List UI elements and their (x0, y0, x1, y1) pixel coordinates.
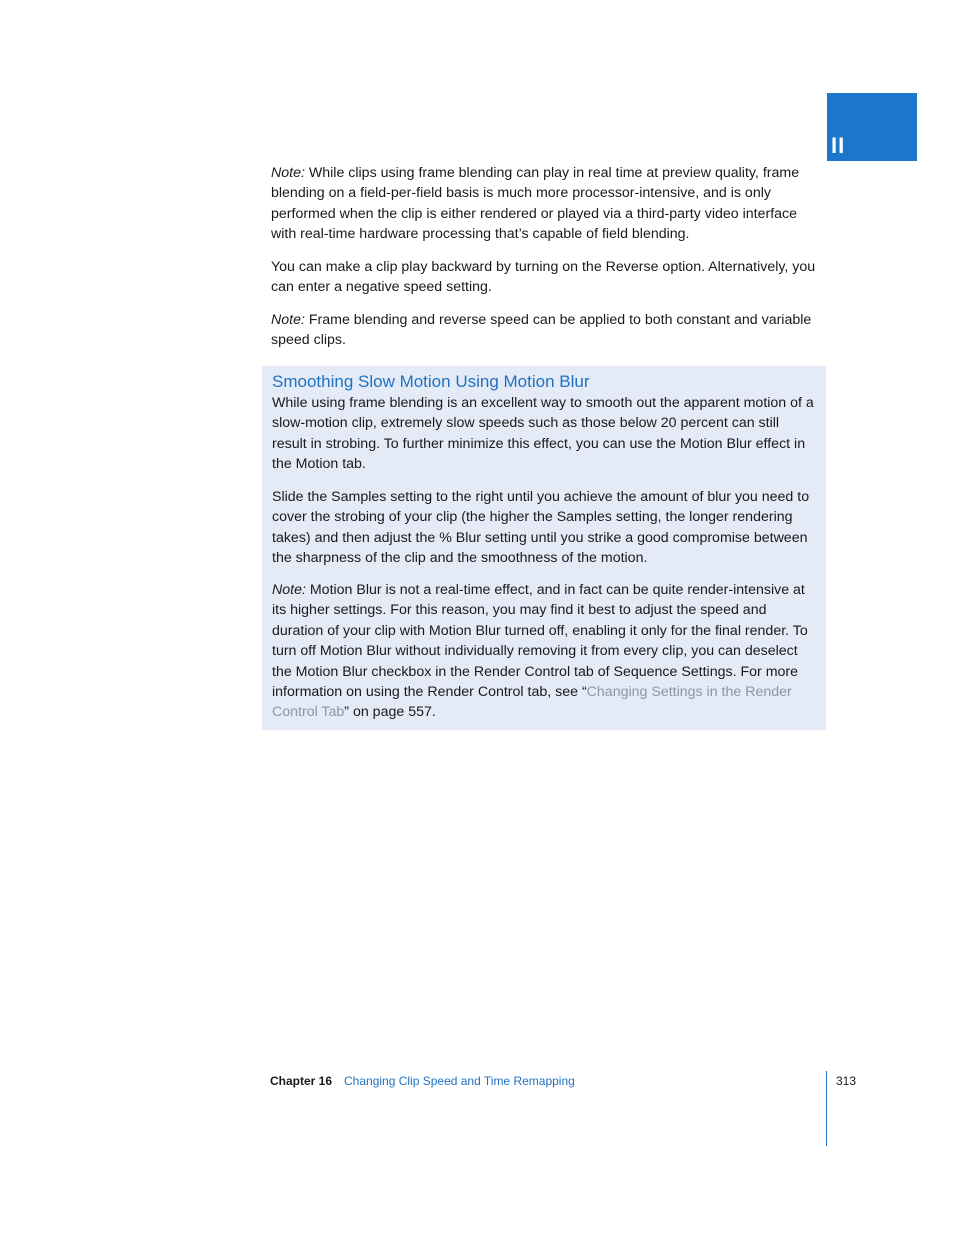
part-tab-label: II (831, 133, 846, 158)
note-paragraph-frame-blending (271, 163, 826, 245)
callout-heading: Smoothing Slow Motion Using Motion Blur (272, 372, 590, 391)
callout-paragraph-2: Slide the Samples setting to the right until you achieve the amount of blur you need to cover the strobing of your clip (the higher the Samples setting, the longer rendering takes) and then adjust the % Blur setting until you strike a good compromise between the sharpness of the clip and the smoothness of the motion. (272, 489, 810, 567)
note-text: Motion Blur is not a real-time effect, and in fact can be quite render-intensive at its higher settings. For this reason, you may find it best to adjust the speed and duration of your clip with Motion Blur turned off, enabling it only for the final render. To turn off Motion Blur without individually removing it from every clip, you can deselect the Motion Blur checkbox in the Render Control tab of Sequence Settings. For more information on using the Render Control tab, see “ (272, 582, 808, 701)
callout-note-paragraph (272, 580, 814, 723)
note-tail: ” on page 557. (344, 704, 436, 721)
note-text: Frame blending and reverse speed can be applied to both constant and variable speed clips. (271, 312, 812, 349)
callout-box (262, 366, 826, 730)
page-number: 313 (836, 1074, 857, 1088)
paragraph-reverse (271, 257, 826, 298)
note-paragraph-reverse-speed (271, 310, 826, 351)
note-label: Note: (271, 312, 305, 328)
note-label: Note: (271, 165, 305, 181)
callout-paragraph-1: While using frame blending is an excellent way to smooth out the apparent motion of a slow-motion clip, extremely slow speeds such as those below 20 percent can still result in strobing. To further minimize this effect, you can use the Motion Blur effect in the Motion tab. (272, 395, 814, 473)
note-text: While clips using frame blending can play in real time at preview quality, frame blending on a field-per-field basis is much more processor-intensive, and is only performed when the clip is either rendered or played via a third-party video interface with real-time hardware processing that’s capable of field blending. (271, 165, 800, 243)
footer-chapter-title: Changing Clip Speed and Time Remapping (344, 1074, 575, 1088)
cross-reference-link[interactable]: Changing Settings in the Render Control Tab (272, 684, 792, 721)
paragraph-text: You can make a clip play backward by turning on the Reverse option. Alternatively, you can enter a negative speed setting. (271, 259, 816, 296)
part-tab (827, 93, 917, 161)
footer-chapter-label: Chapter 16 (270, 1074, 333, 1088)
footer-divider (826, 1071, 827, 1146)
note-label: Note: (272, 582, 306, 598)
